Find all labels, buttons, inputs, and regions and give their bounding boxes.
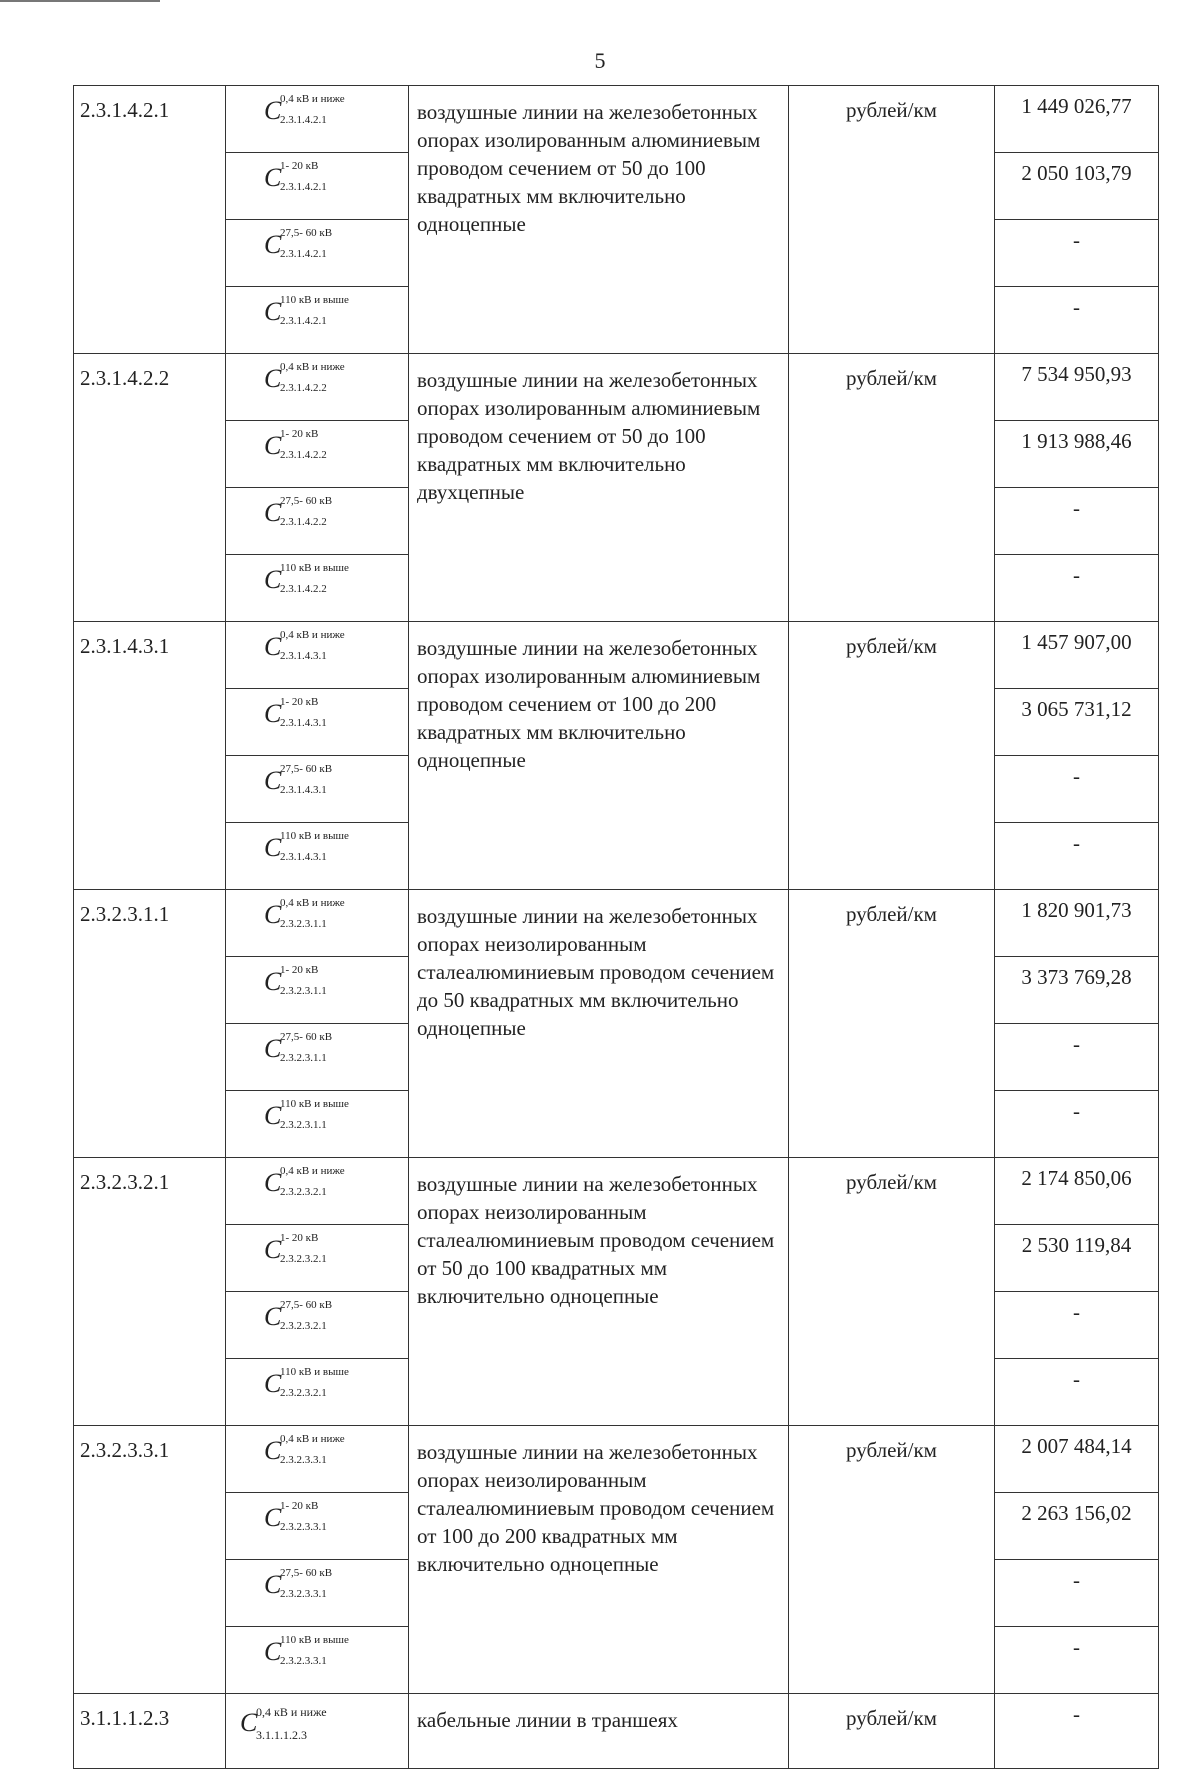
item-code: 2.3.1.4.2.1 xyxy=(74,86,226,354)
rate-symbol: C 110 кВ и выше 2.3.2.3.1.1 xyxy=(264,1098,349,1131)
item-description: воздушные линии на железобетонных опорах изолированным алюминиевым проводом сечением от 100 до 200 квадратных мм включительно одноцепные xyxy=(409,622,789,890)
voltage-level: 1- 20 кВ xyxy=(280,964,319,976)
rate-index: 2.3.1.4.3.1 xyxy=(280,784,327,796)
rate-symbol-cell xyxy=(226,1158,409,1225)
rate-index: 2.3.2.3.1.1 xyxy=(280,985,327,997)
rate-value: - xyxy=(995,1560,1159,1627)
rate-symbol: C 1- 20 кВ 2.3.1.4.2.2 xyxy=(264,428,327,461)
unit-label: рублей/км xyxy=(789,622,995,890)
rate-index: 2.3.1.4.2.1 xyxy=(280,315,327,327)
rate-index: 2.3.1.4.3.1 xyxy=(280,851,327,863)
voltage-level: 1- 20 кВ xyxy=(280,1500,319,1512)
voltage-level: 27,5- 60 кВ xyxy=(280,763,333,775)
item-description: воздушные линии на железобетонных опорах изолированным алюминиевым проводом сечением от 50 до 100 квадратных мм включительно двухцепные xyxy=(409,354,789,622)
rate-symbol: C 27,5- 60 кВ 2.3.1.4.2.1 xyxy=(264,227,333,260)
rate-index: 2.3.2.3.3.1 xyxy=(280,1588,327,1600)
rate-symbol-cell xyxy=(226,1091,409,1158)
rate-symbol-cell xyxy=(226,622,409,689)
rate-symbol-cell xyxy=(226,220,409,287)
rate-symbol-cell xyxy=(226,1225,409,1292)
rate-index: 2.3.2.3.3.1 xyxy=(280,1655,327,1667)
voltage-level: 0,4 кВ и ниже xyxy=(280,1433,345,1445)
rate-index: 2.3.1.4.2.2 xyxy=(280,382,327,394)
table-row xyxy=(74,890,1159,957)
rate-symbol-cell xyxy=(226,1493,409,1560)
rate-index: 3.1.1.1.2.3 xyxy=(256,1728,307,1742)
rate-symbol: C 1- 20 кВ 2.3.1.4.2.1 xyxy=(264,160,327,193)
rate-symbol-cell xyxy=(226,421,409,488)
voltage-level: 1- 20 кВ xyxy=(280,160,319,172)
voltage-level: 110 кВ и выше xyxy=(280,1098,349,1110)
rate-value: - xyxy=(995,756,1159,823)
table-row xyxy=(74,86,1159,153)
unit-label: рублей/км xyxy=(789,86,995,354)
rate-value: 1 820 901,73 xyxy=(995,890,1159,957)
table-row xyxy=(74,1158,1159,1225)
rate-symbol-cell xyxy=(226,756,409,823)
item-description: воздушные линии на железобетонных опорах неизолированным сталеалюминиевым проводом сечением от 100 до 200 квадратных мм включительно одноцепные xyxy=(409,1426,789,1694)
voltage-level: 1- 20 кВ xyxy=(280,428,319,440)
rate-symbol-cell xyxy=(226,1024,409,1091)
voltage-level: 110 кВ и выше xyxy=(280,294,349,306)
rate-symbol: C 0,4 кВ и ниже 2.3.1.4.2.1 xyxy=(264,93,345,126)
rate-symbol: C 27,5- 60 кВ 2.3.1.4.3.1 xyxy=(264,763,333,796)
voltage-level: 27,5- 60 кВ xyxy=(280,495,333,507)
rate-symbol: C 0,4 кВ и ниже 2.3.1.4.3.1 xyxy=(264,629,345,662)
rate-value: 2 174 850,06 xyxy=(995,1158,1159,1225)
rate-symbol-cell xyxy=(226,957,409,1024)
rate-symbol: C 110 кВ и выше 2.3.1.4.2.1 xyxy=(264,294,349,327)
rate-index: 2.3.2.3.3.1 xyxy=(280,1454,327,1466)
item-code: 3.1.1.1.2.3 xyxy=(74,1694,226,1769)
rate-value: 2 050 103,79 xyxy=(995,153,1159,220)
rate-symbol-cell xyxy=(226,1627,409,1694)
rate-value: - xyxy=(995,555,1159,622)
item-description: воздушные линии на железобетонных опорах изолированным алюминиевым проводом сечением от 50 до 100 квадратных мм включительно одноцепные xyxy=(409,86,789,354)
rate-symbol: C 110 кВ и выше 2.3.2.3.2.1 xyxy=(264,1366,349,1399)
rate-value: 1 913 988,46 xyxy=(995,421,1159,488)
rate-symbol-cell xyxy=(226,354,409,421)
rate-value: - xyxy=(995,1091,1159,1158)
unit-label: рублей/км xyxy=(789,890,995,1158)
rate-symbol-cell xyxy=(226,555,409,622)
rate-symbol-cell xyxy=(226,890,409,957)
voltage-level: 0,4 кВ и ниже xyxy=(280,629,345,641)
rate-value: 2 007 484,14 xyxy=(995,1426,1159,1493)
rate-index: 2.3.2.3.2.1 xyxy=(280,1186,327,1198)
table-row xyxy=(74,622,1159,689)
rate-symbol-cell xyxy=(226,823,409,890)
rate-symbol: C 1- 20 кВ 2.3.2.3.3.1 xyxy=(264,1500,327,1533)
rate-symbol: C 0,4 кВ и ниже 3.1.1.1.2.3 xyxy=(240,1705,327,1742)
rate-index: 2.3.1.4.3.1 xyxy=(280,717,327,729)
item-code: 2.3.1.4.3.1 xyxy=(74,622,226,890)
rate-value: - xyxy=(995,220,1159,287)
voltage-level: 27,5- 60 кВ xyxy=(280,1031,333,1043)
rate-symbol-cell xyxy=(226,488,409,555)
voltage-level: 110 кВ и выше xyxy=(280,562,349,574)
item-code: 2.3.2.3.1.1 xyxy=(74,890,226,1158)
rate-symbol: C 27,5- 60 кВ 2.3.2.3.3.1 xyxy=(264,1567,333,1600)
rate-value: - xyxy=(995,1024,1159,1091)
voltage-level: 110 кВ и выше xyxy=(280,830,349,842)
rate-symbol-cell xyxy=(226,689,409,756)
rate-value: - xyxy=(995,823,1159,890)
table-row xyxy=(74,1426,1159,1493)
rate-value: - xyxy=(995,488,1159,555)
rate-value: 2 530 119,84 xyxy=(995,1225,1159,1292)
tariff-table xyxy=(73,85,1159,1769)
voltage-level: 27,5- 60 кВ xyxy=(280,227,333,239)
voltage-level: 0,4 кВ и ниже xyxy=(280,93,345,105)
item-description: воздушные линии на железобетонных опорах неизолированным сталеалюминиевым проводом сечением от 50 до 100 квадратных мм включительно одноцепные xyxy=(409,1158,789,1426)
rate-symbol-cell xyxy=(226,1426,409,1493)
voltage-level: 110 кВ и выше xyxy=(280,1634,349,1646)
unit-label: рублей/км xyxy=(789,1426,995,1694)
item-code: 2.3.1.4.2.2 xyxy=(74,354,226,622)
rate-symbol: C 27,5- 60 кВ 2.3.2.3.2.1 xyxy=(264,1299,333,1332)
voltage-level: 1- 20 кВ xyxy=(280,696,319,708)
voltage-level: 0,4 кВ и ниже xyxy=(280,361,345,373)
rate-symbol-cell xyxy=(226,287,409,354)
rate-index: 2.3.2.3.3.1 xyxy=(280,1521,327,1533)
rate-symbol-cell xyxy=(226,1359,409,1426)
rate-index: 2.3.1.4.2.2 xyxy=(280,449,327,461)
rate-symbol: C 1- 20 кВ 2.3.1.4.3.1 xyxy=(264,696,327,729)
rate-index: 2.3.2.3.1.1 xyxy=(280,1119,327,1131)
rate-symbol-cell xyxy=(226,1560,409,1627)
rate-index: 2.3.1.4.2.2 xyxy=(280,516,327,528)
table-row xyxy=(74,354,1159,421)
rate-symbol: C 0,4 кВ и ниже 2.3.2.3.2.1 xyxy=(264,1165,345,1198)
rate-symbol: C 0,4 кВ и ниже 2.3.2.3.1.1 xyxy=(264,897,345,930)
rate-value: - xyxy=(995,1694,1159,1769)
item-description: кабельные линии в траншеях xyxy=(409,1694,789,1769)
rate-symbol: C 1- 20 кВ 2.3.2.3.2.1 xyxy=(264,1232,327,1265)
rate-value: 3 065 731,12 xyxy=(995,689,1159,756)
rate-symbol: C 110 кВ и выше 2.3.1.4.3.1 xyxy=(264,830,349,863)
rate-symbol: C 110 кВ и выше 2.3.2.3.3.1 xyxy=(264,1634,349,1667)
rate-index: 2.3.1.4.2.1 xyxy=(280,181,327,193)
rate-index: 2.3.2.3.1.1 xyxy=(280,918,327,930)
rate-symbol-cell xyxy=(226,86,409,153)
rate-value: - xyxy=(995,287,1159,354)
voltage-level: 27,5- 60 кВ xyxy=(280,1299,333,1311)
rate-symbol: C 110 кВ и выше 2.3.1.4.2.2 xyxy=(264,562,349,595)
scan-artifact-line xyxy=(0,0,160,2)
rate-index: 2.3.1.4.2.1 xyxy=(280,248,327,260)
rate-index: 2.3.1.4.2.1 xyxy=(280,114,327,126)
voltage-level: 27,5- 60 кВ xyxy=(280,1567,333,1579)
voltage-level: 0,4 кВ и ниже xyxy=(280,1165,345,1177)
rate-index: 2.3.2.3.2.1 xyxy=(280,1387,327,1399)
unit-label: рублей/км xyxy=(789,1158,995,1426)
page-number: 5 xyxy=(594,48,606,73)
unit-label: рублей/км xyxy=(789,1694,995,1769)
rate-symbol: C 1- 20 кВ 2.3.2.3.1.1 xyxy=(264,964,327,997)
rate-value: - xyxy=(995,1292,1159,1359)
item-description: воздушные линии на железобетонных опорах неизолированным сталеалюминиевым проводом сечением до 50 квадратных мм включительно одноцепные xyxy=(409,890,789,1158)
voltage-level: 1- 20 кВ xyxy=(280,1232,319,1244)
unit-label: рублей/км xyxy=(789,354,995,622)
rate-symbol-cell xyxy=(226,153,409,220)
rate-symbol: C 27,5- 60 кВ 2.3.1.4.2.2 xyxy=(264,495,333,528)
rate-value: 2 263 156,02 xyxy=(995,1493,1159,1560)
voltage-level: 0,4 кВ и ниже xyxy=(280,897,345,909)
rate-value: - xyxy=(995,1359,1159,1426)
rate-symbol: C 27,5- 60 кВ 2.3.2.3.1.1 xyxy=(264,1031,333,1064)
rate-value: - xyxy=(995,1627,1159,1694)
rate-index: 2.3.2.3.1.1 xyxy=(280,1052,327,1064)
rate-index: 2.3.2.3.2.1 xyxy=(280,1320,327,1332)
rate-symbol-cell xyxy=(226,1694,409,1769)
rate-index: 2.3.1.4.2.2 xyxy=(280,583,327,595)
rate-value: 1 457 907,00 xyxy=(995,622,1159,689)
rate-value: 3 373 769,28 xyxy=(995,957,1159,1024)
rate-symbol: C 0,4 кВ и ниже 2.3.2.3.3.1 xyxy=(264,1433,345,1466)
rate-value: 1 449 026,77 xyxy=(995,86,1159,153)
rate-index: 2.3.1.4.3.1 xyxy=(280,650,327,662)
rate-index: 2.3.2.3.2.1 xyxy=(280,1253,327,1265)
rate-symbol: C 0,4 кВ и ниже 2.3.1.4.2.2 xyxy=(264,361,345,394)
rate-value: 7 534 950,93 xyxy=(995,354,1159,421)
table-row xyxy=(74,1694,1159,1769)
item-code: 2.3.2.3.3.1 xyxy=(74,1426,226,1694)
item-code: 2.3.2.3.2.1 xyxy=(74,1158,226,1426)
voltage-level: 0,4 кВ и ниже xyxy=(256,1705,327,1719)
rate-symbol-cell xyxy=(226,1292,409,1359)
voltage-level: 110 кВ и выше xyxy=(280,1366,349,1378)
